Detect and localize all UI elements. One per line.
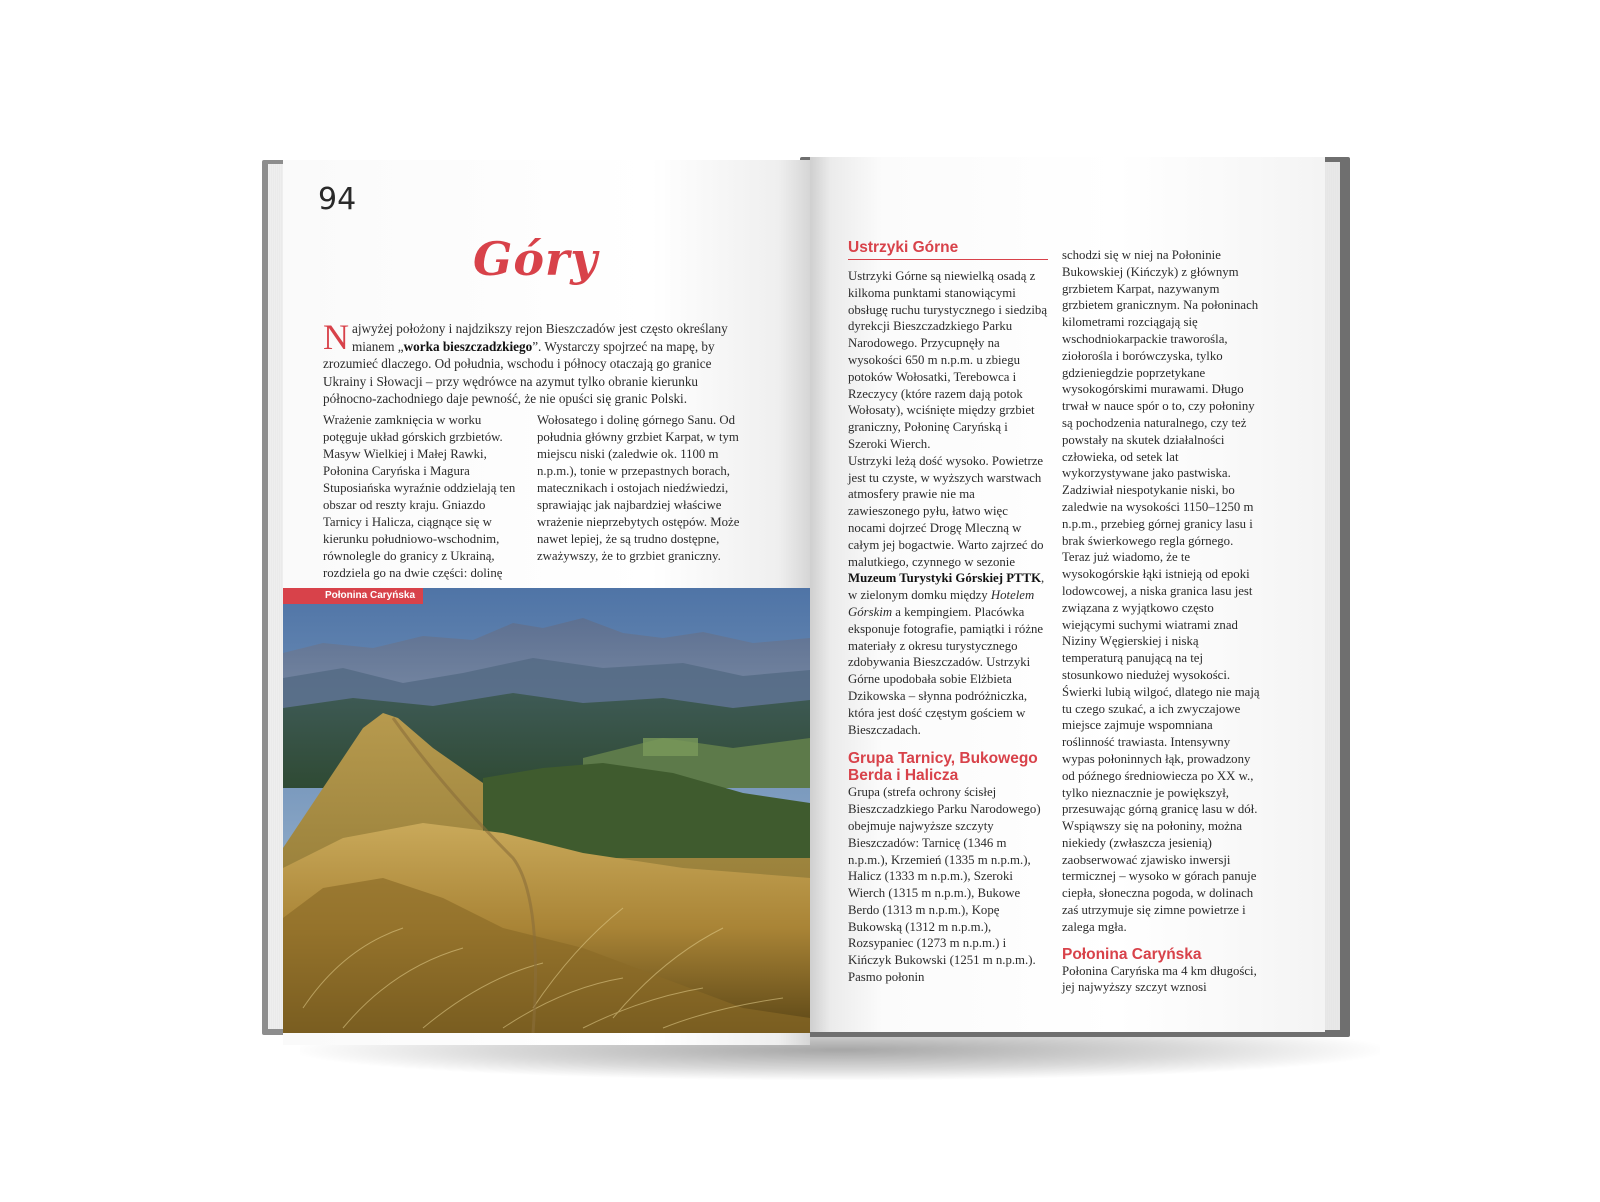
ustrzyki-p2-start: Ustrzyki leżą dość wysoko. Powietrze jest tu czyste, w wyższych warstwach atmosfery prawie nie ma zawieszonego pyłu, łatwo więc nocami dojrzeć Drogę Mleczną w całym jej bogactwie. Warto zajrzeć do malutkiego, czynnego w sezonie [848,453,1044,569]
heading-grupa-tarnicy: Grupa Tarnicy, Bukowego Berda i Halicza [848,750,1038,785]
drop-cap: N [323,317,349,357]
right-column-left [848,239,1048,986]
photo-caption: Połonina Caryńska [283,588,423,604]
page-number: 94 [318,182,357,217]
ustrzyki-p2-mid: , w zielonym domku między [848,571,1045,603]
right-page [810,157,1325,1032]
ustrzyki-paragraph-1: Ustrzyki Górne są niewielką osadą z kilkoma punktami stanowiącymi obsługę ruchu turystycznego i siedzibą dyrekcji Bieszczadzkiego Parku Narodowego. Przycupnęły na wysokości 650 m n.p.m. u zbiegu potoków Wołosatki, Terebowca i Rzeczycy (które razem dają potok Wołosaty), wciśnięte między grzbiet graniczny, Połoninę Caryńską i Szeroki Wierch. [848,269,1048,451]
hotel-name: Hotelem Górskim [848,588,1035,619]
body-column-2: Wołosatego i dolinę górnego Sanu. Od południa główny grzbiet Karpat, w tym miejscu niski (zaledwie ok. 1100 m n.p.m.), tonie w przepastnych borach, matecznikach i ostojach niedźwiedzi, sprawiając jak najbardziej właściwe wrażenie nieprzebytych ostępów. Może nawet lepiej, że są trudno dostępne, zważywszy, że to grzbiet graniczny. [537,413,740,563]
ustrzyki-paragraph-2 [848,453,1048,739]
intro-bold-term: worka bieszczadzkiego [403,338,533,354]
museum-name: Muzeum Turystyki Górskiej PTTK [848,571,1042,586]
poloniny-paragraph: schodzi się w niej na Połoninie Bukowskiej (Kińczyk) z głównym grzbietem Karpat, nazywanym grzbietem granicznym. Na połoninach kilometrami rozciągają się wschodniokarpackie traworośla, ziołorośla i borówczyska, tylko gdzieniegdzie poprzetykane wysokogórskimi murawami. Długo trwał w nauce spór o to, czy połoniny są pochodzenia naturalnego, czy też powstały na skutek działalności człowieka, od setek lat wykorzystywane jako pastwiska. Zadziwiał niespotykanie niski, bo zaledwie na wysokości 1150–1250 m n.p.m., przebieg górnej granicy lasu i brak świerkowego regla górnego. Teraz już wiadomo, że te wysokogórskie łąki istnieją od epoki lodowcowej, a niska granica lasu jest związana z wyjątkowo często wiejącymi suchymi wiatrami znad Niziny Węgierskiej i niską temperaturą panującą na tej stosunkowo niedużej wysokości. Świerki lubią wilgoć, dlatego nie mają tu czego szukać, a ich zwyczajowe miejsce zajmuje wspomniana roślinność trawiasta. Intensywny wypas połoninnych łąk, prowadzony od późnego średniowiecza po XX w., tylko nieznacznie je powiększył, przesuwając górną granicę lasu w dół. Wspiąwszy się na połoniny, można niekiedy (zwłaszcza jesienią) zaobserwować zjawisko inwersji termicznej – wysoko w górach panuje ciepła, słoneczna pogoda, w dolinach zaś utrzymuje się zimne powietrze i zalega mgła. [1062,248,1260,934]
landscape-photo [283,588,810,1033]
right-column-right [1062,247,1262,996]
body-column-1: Wrażenie zamknięcia w worku potęguje układ górskich grzbietów. Masyw Wielkiej i Małej Rawki, Połonina Caryńska i Magura Stuposiańska wyraźnie oddzielają ten obszar od reszty kraju. Gniazdo Tarnicy i Halicza, ciągnące się w kierunku południowo-wschodnim, równolegle do granicy z Ukrainą, rozdziela go na dwie części: dolinę [323,413,516,580]
intro-text-start: ajwyżej położony i najdzikszy rejon Bieszczadów jest często określany mianem „ [352,321,728,354]
chapter-title: Góry [473,232,598,286]
intro-paragraph [323,317,728,408]
polonina-carynska-paragraph: Połonina Caryńska ma 4 km długości, jej najwyższy szczyt wznosi [1062,963,1257,995]
ustrzyki-p2-end: a kempingiem. Placówka eksponuje fotografie, pamiątki i różne materiały z okresu turystycznego zdobywania Bieszczadów. Ustrzyki Górne upodobała sobie Elżbieta Dzikowska – słynna podróżniczka, która jest dość częstym gościem w Bieszczadach. [848,604,1044,737]
mountain-photo-illustration [283,588,810,1033]
intro-text-end: ”. Wystarczy spojrzeć na mapę, by zrozumieć dlaczego. Od południa, wschodu i północy otaczają go granice Ukrainy i Słowacji – przy wędrówce na azymut tylko obranie kierunku północno-zachodniego daje pewność, że nie opuści się granic Polski. [323,338,715,406]
heading-ustrzyki-gorne: Ustrzyki Górne [848,239,1048,260]
heading-polonina-carynska: Połonina Caryńska [1062,945,1202,963]
grupa-tarnicy-paragraph: Grupa (strefa ochrony ścisłej Bieszczadzkiego Parku Narodowego) obejmuje najwyższe szczyty Bieszczadów: Tarnicę (1346 m n.p.m.), Krzemień (1335 m n.p.m.), Halicz (1333 m n.p.m.), Szeroki Wierch (1315 m n.p.m.), Bukowe Berdo (1313 m n.p.m.), Kopę Bukowską (1312 m n.p.m.), Rozsypaniec (1273 m n.p.m.) i Kińczyk Bukowski (1251 m n.p.m.). Pasmo połonin [848,785,1041,985]
left-page [283,160,810,1045]
